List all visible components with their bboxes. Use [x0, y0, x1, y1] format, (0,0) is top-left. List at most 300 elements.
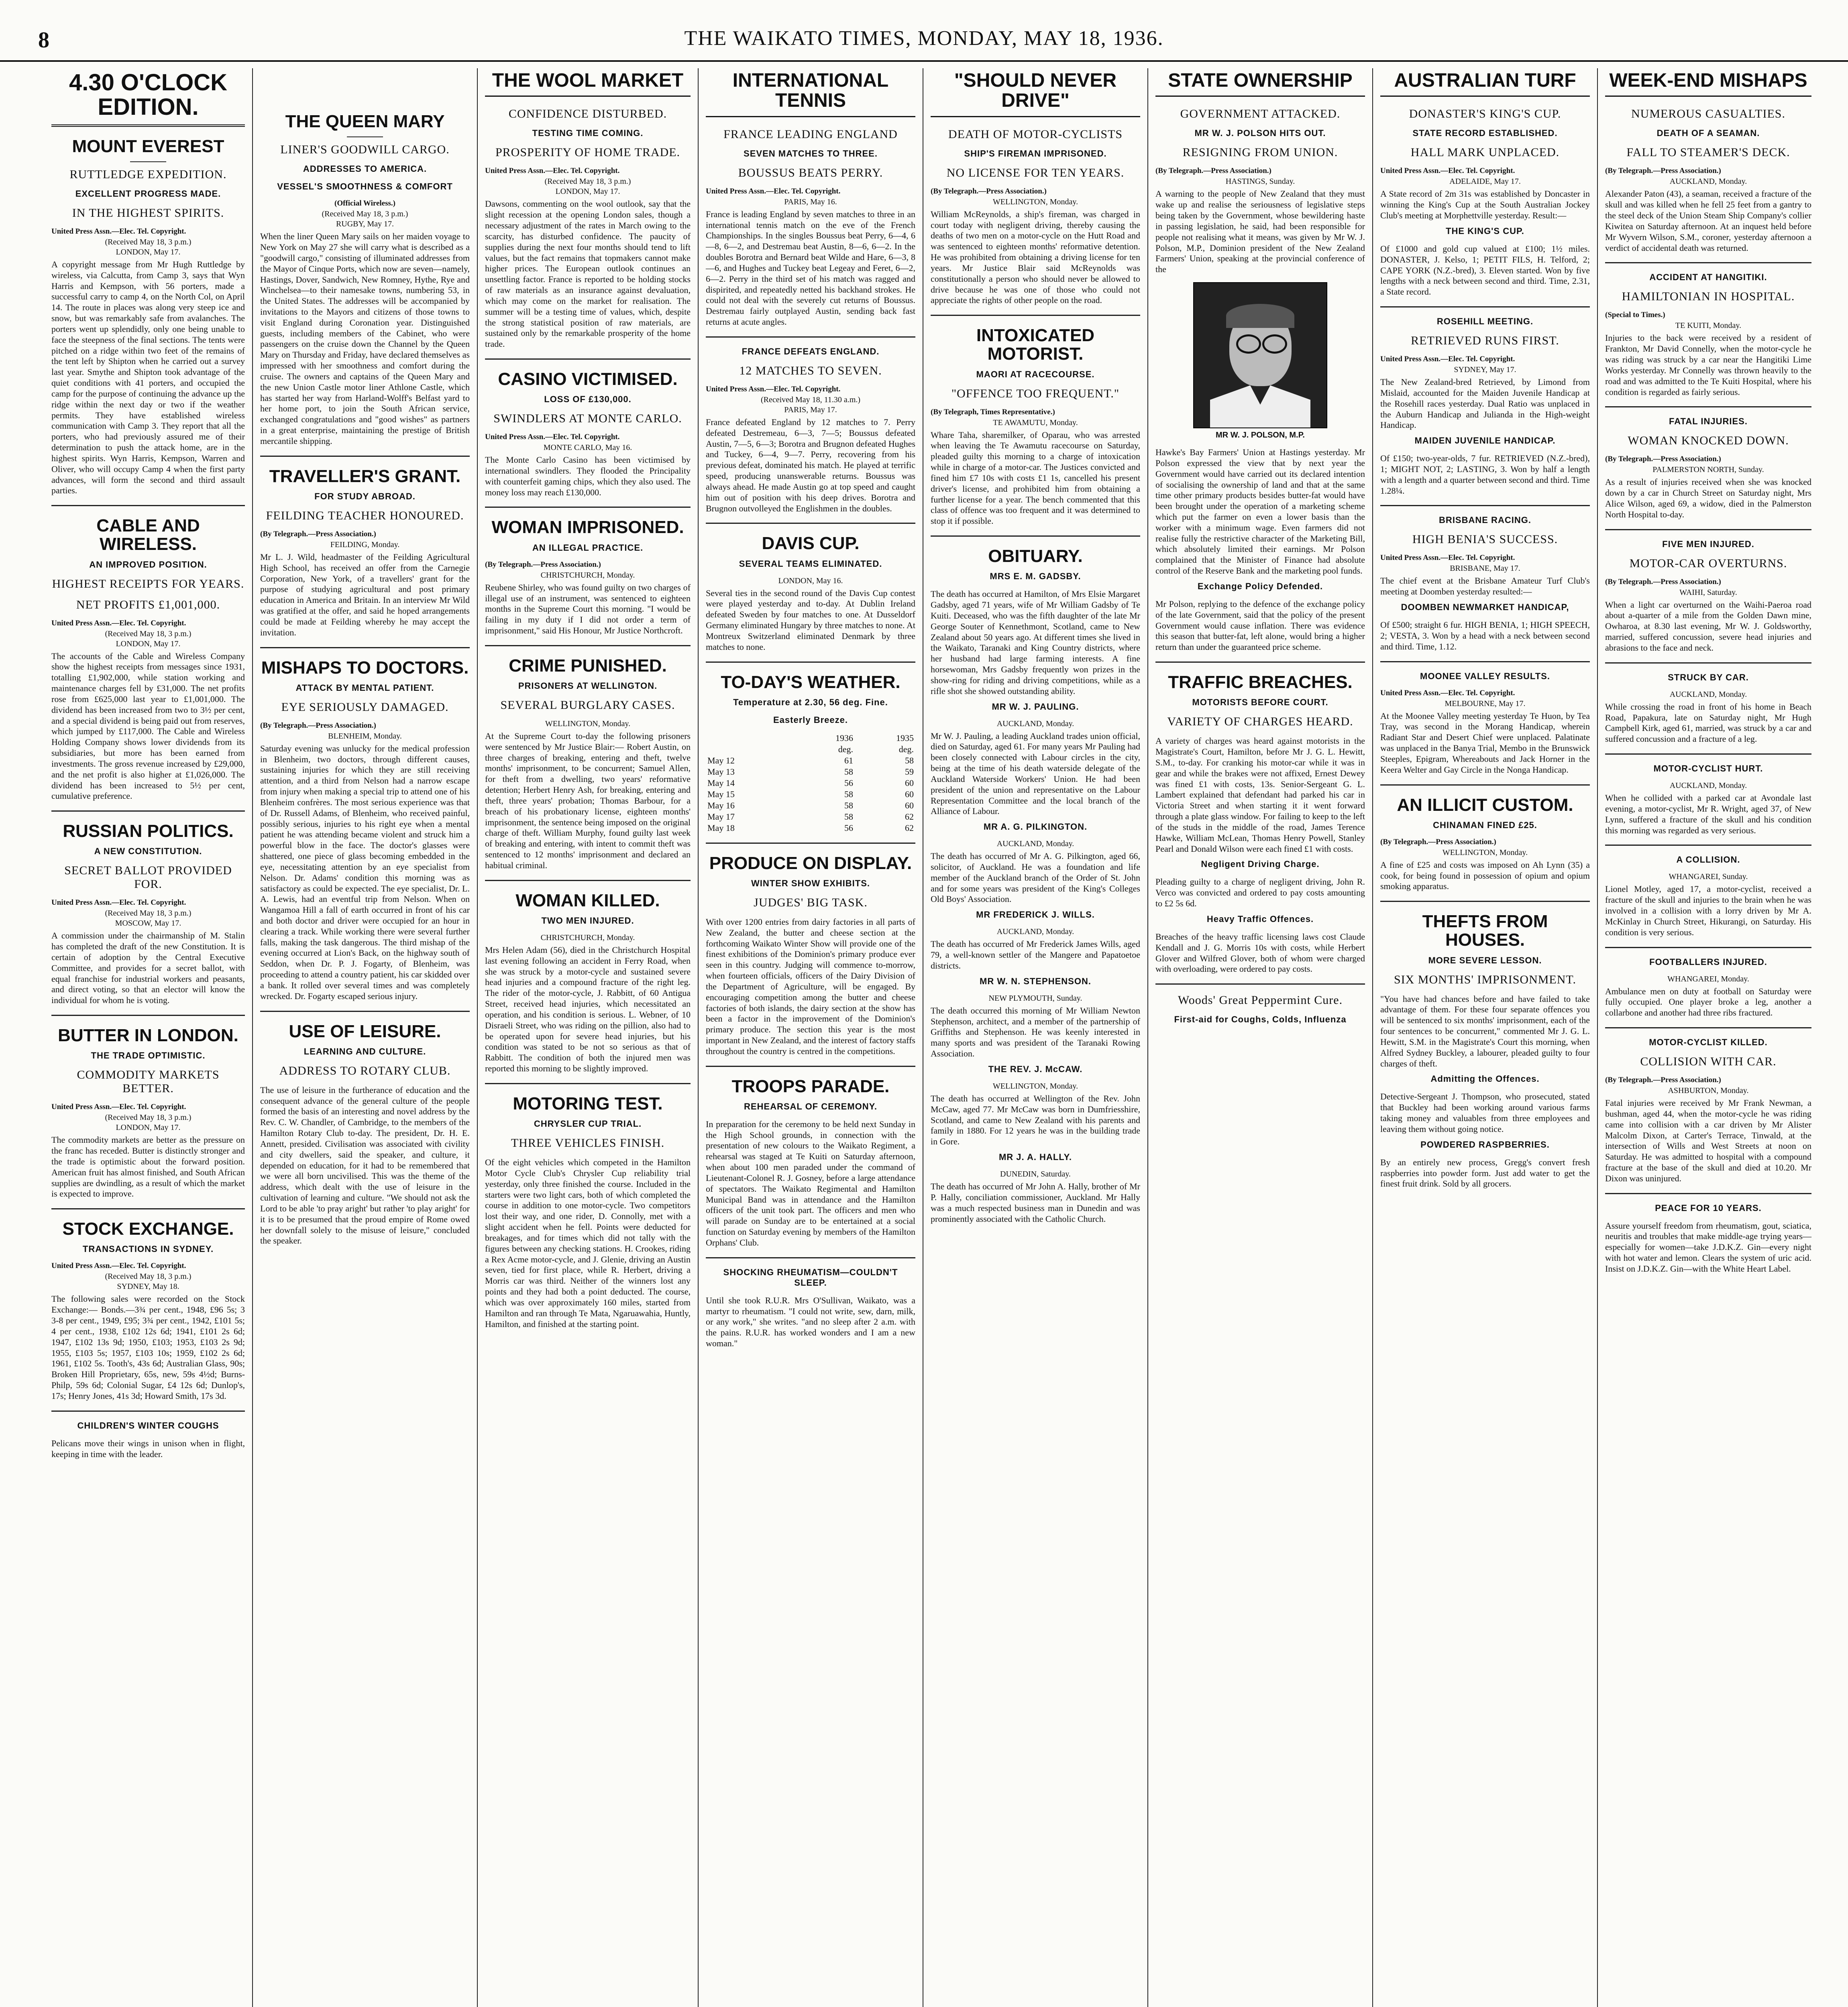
subheadline: NET PROFITS £1,001,000. — [76, 598, 220, 611]
portrait-collar — [1210, 385, 1310, 428]
subheadline: EYE SERIOUSLY DAMAGED. — [281, 700, 449, 714]
subheadline: TWO MEN INJURED. — [541, 915, 634, 926]
article-body: In preparation for the ceremony to be held next Sunday in the High School grounds, in connection with the presentation of new colours to the Waikato Regiment, a rehearsal was staged at Te Kuiti on Saturday afternoon, when about 100 men paraded under the command of Lieutenant-Colonel R. J. Gosney, before a large attendance of spectators. The Waikato Regimental and Hamilton Municipal Band was in attendance and the Hamilton officers of the unit took part. The officers and men who will parade on Sunday are to be entertained at a social function on Saturday evening by members of the Hamilton Orphans' Club. — [706, 1119, 915, 1248]
dateline: AUCKLAND, Monday. — [996, 839, 1074, 849]
subheadline: MR FREDERICK J. WILLS. — [976, 910, 1095, 920]
headline: INTOXICATED MOTORIST. — [976, 326, 1095, 364]
divider — [1380, 784, 1590, 786]
divider — [1155, 983, 1365, 985]
table-row — [706, 755, 915, 766]
subheadline: DEATH OF MOTOR-CYCLISTS — [948, 127, 1123, 141]
article-body: With over 1200 entries from dairy factories in all parts of New Zealand, the butter and cheese section at the forthcoming Waikato Winter Show will provide one of the finest exhibitions of the Dominion's primary produce ever seen in this country. Judging will commence to-morrow, when fourteen officials, officers of the Dairy Division of the Department of Agriculture, will be engaged. By encouraging competition among the butter and cheese factories of both islands, the dairy section at the show has been a factor in the improvement of the Dominion's primary produce. The section this year is the most important in New Zealand, and the interest of factory staffs throughout the country is centred in the competitions. — [706, 916, 915, 1056]
subheadline: Temperature at 2.30, 56 deg. Fine. — [733, 697, 888, 707]
article-body: Of the eight vehicles which competed in the Hamilton Motor Cycle Club's Chrysler Cup reliability trial yesterday, only three finished the course. Included in the starters were two light cars, both of which completed the course in addition to one motor-cycle. Two competitors lost their way, and one rider, D. Connolly, met with a slight accident when he fell. Points were deducted for breakages, and for times which did not tally with the figures between any checking stations. H. Crookes, riding a Rex Acme motor-cycle, and J. Glenie, driving an Austin seven, tied for first place, while R. Herbert, driving a Morris car was third. Neither of the winners lost any points and they had both a point deducted. The course, which was over approximately 160 miles, started from Hamilton and ran through Te Mata, Ngaruawahia, Huntly, Hamilton, and finished at the starting point. — [485, 1157, 691, 1329]
divider — [260, 1011, 470, 1012]
headline: WOMAN IMPRISONED. — [491, 517, 684, 537]
columns — [44, 68, 1819, 2007]
subheadline: MOTORISTS BEFORE COURT. — [1192, 697, 1328, 708]
subheadline: HAMILTONIAN IN HOSPITAL. — [1622, 290, 1795, 303]
wire-credit: (By Telegraph, Times Representative.) — [931, 407, 1055, 416]
article-body: Reubene Shirley, who was found guilty on two charges of illegal use of an instrument, was sentenced to eighteen months in the Supreme Court this morning. "I would be failing in my duty if I did not order a term of imprisonment," said His Honour, Mr Justice Northcroft. — [485, 582, 691, 635]
portrait-photo — [1193, 282, 1327, 428]
subheadline: GOVERNMENT ATTACKED. — [1180, 107, 1341, 121]
article-body: The following sales were recorded on the Stock Exchange:— Bonds.—3¾ per cent., 1948, £96 5s; 3 3-8 per cent., 1949, £95; 3¾ per cent., 1942, £101 5s; 4 per cent., 1938, £102 12s 6d; 1941, £101 2s 6d; 1947, £102 13s 9d; 1950, £103; 1953, £103 2s 9d; 1955, £103 5s; 1957, £103 10s; 1959, £102 2s 6d; 1961, £102 5s. Tooth's, 43s 6d; Australian Glass, 90s; Broken Hill Proprietary, 65s, new, 59s 4½d; Burns-Philp, 59s 6d; Colonial Sugar, £4 12s 6d; Dunlop's, 17s; Henry Jones, 41s 3d; Howard Smith, 17s 3d. — [51, 1294, 245, 1401]
wire-credit: United Press Assn.—Elec. Tel. Copyright. — [1380, 167, 1515, 175]
article-body: France is leading England by seven matches to three in an international tennis match on the eve of the French Championships. In the singles Boussus beat Perry, 6—4, 6—8, 6—2, and Destremau beat Austin, 8—6, 6—2. In the doubles Borotra and Bernard beat Wilde and Hare, 6—3, 8—6, and Hughes and Tuckey beat Legeay and Feret, 6—2, 6—2. Perry in the third set of his match was ragged and dispirited, and repeatedly netted his backhand strokes. He could not deal with the severely cut returns of Boussus. Destremau fairly outplayed Austin, sending back fast returns at acute angles. — [706, 209, 915, 327]
subheadline: SWINDLERS AT MONTE CARLO. — [493, 412, 682, 425]
article-body: Several ties in the second round of the Davis Cup contest were played yesterday and to-day. At Dublin Ireland defeated Sweden by four matches to one. At Dusseldorf Germany eliminated Hungary by three matches to none. At Montreux Switzerland eliminated Denmark by three matches to none. — [706, 588, 915, 652]
subheadline: SEVEN MATCHES TO THREE. — [744, 148, 878, 159]
article-body: At the Supreme Court to-day the following prisoners were sentenced by Mr Justice Blair:— Robert Austin, on three charges of breaking, entering and theft, twelve months' imprisonment, to be concurrent; Samuel Allen, for theft from a dwelling, two years' reformative detention; Herbert Henry Ash, for breaking, entering and theft, three years' probation; Thomas Barbour, for a breach of his probationary license, eighteen months' imprisonment, the sentence being imposed on the original charge of theft. William Murphy, found guilty last week of breaking and entering, with intent to commit theft was sentenced to 12 months' imprisonment and declared an habitual criminal. — [485, 731, 691, 870]
headline: STRUCK BY CAR. — [1668, 672, 1749, 682]
article-body: When he collided with a parked car at Avondale last evening, a motor-cyclist, Mr R. Wright, aged 37, of New Lynn, suffered a fracture of the skull and his condition this morning was regarded as very serious. — [1605, 793, 1811, 835]
subheadline: CONFIDENCE DISTURBED. — [508, 107, 667, 121]
headline: MOTOR-CYCLIST HURT. — [1653, 763, 1763, 774]
dateline: LONDON, May 17. — [555, 187, 620, 196]
subheadline: AN ILLEGAL PRACTICE. — [532, 542, 644, 553]
race-title: MAIDEN JUVENILE HANDICAP. — [1414, 436, 1556, 446]
subheadline: WINTER SHOW EXHIBITS. — [751, 878, 870, 888]
table-cell: 58 — [844, 789, 854, 799]
dateline: CHRISTCHURCH, Monday. — [540, 570, 635, 580]
headline: STATE OWNERSHIP — [1155, 68, 1365, 97]
article-body: The commodity markets are better as the pressure on the franc has receded. Butter is distinctly stronger and the trade is optimistic about the forward position. American fruit has almost finished, and South African supplies are dwindling, as a result of which the market is expected to improve. — [51, 1135, 245, 1199]
race-result: Of £500; straight 6 fur. HIGH BENIA, 1; HIGH SPEECH, 2; VESTA, 3. Won by a head with a neck between second and third. Time, 1.12. — [1380, 620, 1590, 651]
table-cell: 62 — [905, 811, 914, 822]
headline: ACCIDENT AT HANGITIKI. — [1649, 272, 1767, 283]
divider — [706, 662, 915, 663]
masthead — [0, 0, 1848, 62]
table-row — [706, 778, 915, 789]
column-8 — [1598, 68, 1819, 2007]
subheadline: MR A. G. PILKINGTON. — [983, 822, 1088, 832]
divider — [1605, 753, 1811, 755]
table-cell: 60 — [905, 789, 914, 799]
dateline: TE AWAMUTU, Monday. — [993, 418, 1078, 427]
column-2 — [253, 68, 478, 2007]
dateline: ASHBURTON, Monday. — [1668, 1086, 1749, 1095]
divider — [347, 136, 383, 137]
subheadline: Easterly Breeze. — [773, 714, 848, 725]
headline: THE QUEEN MARY — [285, 112, 445, 131]
divider — [51, 1208, 245, 1209]
dateline: SYDNEY, May 18. — [117, 1282, 179, 1291]
headline: INTERNATIONAL TENNIS — [706, 68, 915, 117]
table-cell: May 13 — [707, 766, 735, 777]
dateline: PARIS, May 16. — [784, 197, 837, 206]
subheadline: COMMODITY MARKETS BETTER. — [77, 1068, 220, 1095]
subheadline: FALL TO STEAMER'S DECK. — [1626, 146, 1790, 159]
article-body: The use of leisure in the furtherance of education and the consequent advance of the general culture of the people formed the basis of an interesting and novel address by the Rev. C. W. Chandler, of Cambridge, to the members of the Hamilton Rotary Club to-day. The president, Dr. H. E. Annett, presided. Civilisation was associated with civility and city dwellers, said the speaker, and culture, it depended on education, for it had to be remembered that we were all born uncivilised. This was the theme of the address, which dealt with the use of leisure in the cultivation of learning and culture. "We should not ask the Lord to be able 'to pray aright' but rather 'to play aright' for it is to be presumed that the proud empire of Rome owed her downfall solely to the misuse of leisure," concluded the speaker. — [260, 1085, 470, 1246]
divider — [706, 1257, 915, 1258]
table-cell: 60 — [905, 800, 914, 810]
dateline: WELLINGTON, Monday. — [992, 1081, 1078, 1091]
dateline: NEW PLYMOUTH, Sunday. — [988, 993, 1082, 1003]
subheadline: MR W. J. POLSON HITS OUT. — [1194, 128, 1326, 138]
table-header: 1936 — [835, 733, 854, 743]
headline: MISHAPS TO DOCTORS. — [261, 657, 469, 678]
divider — [485, 358, 691, 360]
photo-caption: MR W. J. POLSON, M.P. — [1216, 431, 1305, 440]
dateline: LONDON, May 17. — [116, 1123, 181, 1132]
dateline: MELBOURNE, May 17. — [1445, 699, 1526, 708]
wire-credit: United Press Assn.—Elec. Tel. Copyright. — [51, 1262, 186, 1270]
subheadline: RESIGNING FROM UNION. — [1182, 146, 1338, 159]
dateline: LONDON, May 16. — [778, 576, 843, 585]
headline: TRAFFIC BREACHES. — [1168, 672, 1353, 692]
wire-credit: (By Telegraph.—Press Association.) — [1605, 577, 1721, 586]
headline: "SHOULD NEVER DRIVE" — [931, 68, 1140, 117]
headline: AN ILLICIT CUSTOM. — [1397, 795, 1573, 815]
subheadline: IN THE HIGHEST SPIRITS. — [72, 206, 224, 220]
headline: AUSTRALIAN TURF — [1380, 68, 1590, 97]
article-body: The chief event at the Brisbane Amateur Turf Club's meeting at Doomben yesterday resulted:— — [1380, 576, 1590, 597]
table-cell: 60 — [905, 778, 914, 788]
dateline: LONDON, May 17. — [116, 247, 181, 256]
table-cell: 58 — [905, 755, 914, 765]
dateline: WELLINGTON, Monday. — [992, 197, 1078, 206]
dateline: ADELAIDE, May 17. — [1449, 177, 1521, 186]
wire-credit: United Press Assn.—Elec. Tel. Copyright. — [1380, 355, 1515, 364]
table-header-row — [706, 733, 915, 744]
article-body: As a result of injuries received when she was knocked down by a car in Church Street on Saturday night, Mrs Alice Wilson, aged 69, a widow, died in the Palmerston North Hospital to-day. — [1605, 477, 1811, 519]
headline: ROSEHILL MEETING. — [1436, 316, 1534, 327]
dateline: PARIS, May 17. — [784, 405, 837, 414]
dateline: AUCKLAND, Monday. — [996, 719, 1074, 728]
subheadline: FOR STUDY ABROAD. — [314, 491, 416, 501]
article-body: The death has occurred of Mr John A. Hally, brother of Mr P. Hally, conciliation commissioner, Auckland. Mr Hally was a much respected business man in Dunedin and was prominently associated with the Catholic Church. — [931, 1181, 1140, 1224]
article-body: Mrs Helen Adam (56), died in the Christchurch Hospital last evening following an accident in Ferry Road, when she was struck by a motor-cycle and sustained severe head injuries and a compound fracture of the right leg. The rider of the motor-cycle, J. Rabbitt, of 60 Antigua Street, received head injuries, which necessitated an operation, and his condition is serious. L. Webner, of 10 Disraeli Street, who was riding on the pillion, also had to be operated upon for severe head injuries, but his condition was stated to be not so serious as that of Rabbitt. The condition of both the injured men was reported this morning to be slightly improved. — [485, 944, 691, 1074]
received-line: (Received May 18, 3 p.m.) — [105, 1272, 192, 1281]
subheadline: NUMEROUS CASUALTIES. — [1631, 107, 1785, 121]
dateline: TE KUITI, Monday. — [1675, 321, 1742, 330]
advert-body: By an entirely new process, Gregg's convert fresh raspberries into powder form. Just add water to get the finest fruit drink. Sold by all grocers. — [1380, 1157, 1590, 1189]
wire-credit: (By Telegraph.—Press Association.) — [260, 721, 376, 730]
article-body: Mr Polson, replying to the defence of the exchange policy of the late Government, said that the policy of the present Government would cause inflation. There was evidence this season that butter-fat, left alone, would bring a higher return than under the guaranteed price scheme. — [1155, 598, 1365, 652]
dateline: WELLINGTON, Monday. — [1442, 848, 1528, 857]
subheadline: 12 MATCHES TO SEVEN. — [739, 364, 882, 377]
table-cell: 56 — [844, 822, 854, 833]
subheadline: LEARNING AND CULTURE. — [304, 1046, 426, 1056]
headline: FRANCE DEFEATS ENGLAND. — [742, 346, 880, 356]
subheadline: MR J. A. HALLY. — [998, 1152, 1072, 1162]
table-cell: 59 — [905, 766, 914, 777]
wire-credit: United Press Assn.—Elec. Tel. Copyright. — [1380, 554, 1515, 562]
dateline: MONTE CARLO, May 16. — [543, 443, 632, 452]
table-cell: 58 — [844, 766, 854, 777]
dateline: BRISBANE, May 17. — [1450, 564, 1520, 573]
article-body: A fine of £25 and costs was imposed on Ah Lynn (35) a cook, for being found in possession of opium and opium smoking apparatus. — [1380, 859, 1590, 892]
column-5 — [923, 68, 1148, 2007]
race-result: Of £150; two-year-olds, 7 fur. RETRIEVED (N.Z.-bred), 1; MIGHT NOT, 2; LASTING, 3. Won by half a length with a length and a quarter between second and third. Time 1.28¼. — [1380, 453, 1590, 496]
subheadline: CHINAMAN FINED £25. — [1433, 820, 1537, 830]
dateline: CHRISTCHURCH, Monday. — [540, 933, 635, 942]
wire-credit: (By Telegraph.—Press Association.) — [485, 560, 601, 569]
dateline: AUCKLAND, Monday. — [1669, 177, 1747, 186]
dateline: WELLINGTON, Monday. — [545, 719, 631, 728]
headline: THE WOOL MARKET — [485, 68, 691, 97]
wire-credit: United Press Assn.—Elec. Tel. Copyright. — [51, 619, 186, 627]
dateline: MOSCOW, May 17. — [115, 919, 181, 928]
wire-credit: United Press Assn.—Elec. Tel. Copyright. — [706, 385, 841, 393]
divider — [485, 645, 691, 646]
subheadline: PRISONERS AT WELLINGTON. — [518, 681, 658, 691]
race-title: DOOMBEN NEWMARKET HANDICAP, — [1401, 602, 1569, 613]
edition-banner: 4.30 O'CLOCK EDITION. — [51, 68, 245, 127]
divider — [485, 880, 691, 881]
dateline: WHANGAREI, Monday. — [1667, 974, 1749, 983]
received-line: (Received May 18, 11.30 a.m.) — [760, 395, 861, 404]
subheadline: RETRIEVED RUNS FIRST. — [1411, 334, 1559, 348]
divider — [1380, 901, 1590, 902]
divider — [260, 647, 470, 648]
advert-title: PEACE FOR 10 YEARS. — [1655, 1203, 1762, 1213]
advert-body: Assure yourself freedom from rheumatism, gout, sciatica, neuritis and troubles that make middle-age trying years—especially for women—take J.D.K.Z. Gin—every night with hot water and lemon. Clears the system of uric acid. Insist on J.D.K.Z. Gin—with the White Heart Label. — [1605, 1220, 1811, 1274]
subheadline: SEVERAL TEAMS ELIMINATED. — [739, 558, 882, 569]
table-cell: May 17 — [707, 811, 735, 822]
advert-title: SHOCKING RHEUMATISM—COULDN'T SLEEP. — [723, 1267, 898, 1288]
temperature-table — [706, 733, 915, 834]
wire-credit: (By Telegraph.—Press Association.) — [1605, 1076, 1721, 1085]
wire-credit: (By Telegraph.—Press Association.) — [1605, 455, 1721, 464]
table-cell: 61 — [844, 755, 854, 765]
divider — [130, 161, 166, 162]
advert-body: Pelicans move their wings in unison when in flight, keeping in time with the leader. — [51, 1438, 245, 1459]
article-body: When the liner Queen Mary sails on her maiden voyage to New York on May 27 she will carry what is described as a "goodwill cargo," consisting of illuminated addresses from the Mayor of Cinque Ports, which now are seven—namely, Hastings, Dover, Sandwich, New Romney, Hythe, Rye and Winchelsea—to their namesake towns, numbering 53, in the United States. The addresses will be accompanied by invitations to the Mayors and citizens of those towns to visit England during Coronation year. Distinguished guests, including members of the Cabinet, who were passengers on the cruise down the Channel by the Queen Mary on Thursday and Friday, have declared themselves as impressed with her smoothness and comfort during the cruise. The owners and captains of the Queen Mary and the new Union Castle motor liner Athlone Castle, which has started her way from Harland-Wolff's Belfast yard to her home port, to join the South African service, exchanged congratulations and "good wishes" as partners in a great enterprise, maintaining the prestige of British mercantile shipping. — [260, 231, 470, 446]
divider — [51, 505, 245, 506]
subheadline: AN IMPROVED POSITION. — [89, 559, 207, 570]
article-body: The death has occurred of Mr Frederick James Wills, aged 79, a well-known settler of the Mangere and Papatoetoe districts. — [931, 939, 1140, 971]
divider — [260, 456, 470, 457]
divider — [51, 1015, 245, 1016]
table-cell — [706, 744, 794, 755]
table-header-row — [706, 744, 915, 755]
subheadline: PROSPERITY OF HOME TRADE. — [495, 146, 681, 159]
wire-credit: United Press Assn.—Elec. Tel. Copyright. — [51, 227, 186, 236]
article-body: Breaches of the heavy traffic licensing laws cost Claude Kendall and J. G. Morris 10s with costs, while Herbert Glover and Wilfred Glover, both of whom were charged with overloading, were ordered to pay costs. — [1155, 931, 1365, 974]
divider — [485, 1083, 691, 1084]
article-body: Pleading guilty to a charge of negligent driving, John R. Verco was convicted and ordered to pay costs amounting to £2 5s 6d. — [1155, 877, 1365, 909]
subheadline: DEATH OF A SEAMAN. — [1656, 128, 1760, 138]
headline: THEFTS FROM HOUSES. — [1422, 912, 1548, 950]
wire-credit: (Official Wireless.) — [334, 199, 395, 208]
article-body: The death has occurred at Wellington of the Rev. John McCaw, aged 77. Mr McCaw was born in Dumfriesshire, Scotland, and came to New Zealand with his parents and family in 1880. For 12 years he was in the building trade in Gore. — [931, 1093, 1140, 1147]
headline: USE OF LEISURE. — [289, 1021, 441, 1041]
article-body: The death occurred this morning of Mr William Newton Stephenson, architect, and a member of the partnership of Griffiths and Stephenson. He was keenly interested in many sports and was president of the Taranaki Rowing Association. — [931, 1005, 1140, 1059]
headline: TROOPS PARADE. — [731, 1076, 890, 1096]
subheadline: STATE RECORD ESTABLISHED. — [1412, 128, 1558, 138]
article-body: France defeated England by 12 matches to 7. Perry defeated Destremeau, 6—3, 7—5; Boussus defeated Austin, 7—5, 6—3; Borotra and Brugnon defeated Hughes and Tuckey, 6—4, 9—7. Perry, recovering from his previous defeat, dominated his match. He played at terrific speed, producing unanswerable returns. Boussus was always ahead. He made Austin go at top speed and caught him out of position with his deep drives. Borotra and Brugnon outvolleyed the Englishmen in the doubles. — [706, 417, 915, 513]
received-line: (Received May 18, 3 p.m.) — [544, 177, 631, 186]
divider — [1605, 1027, 1811, 1028]
subheadline: SHIP'S FIREMAN IMPRISONED. — [964, 148, 1107, 159]
wire-credit: United Press Assn.—Elec. Tel. Copyright. — [485, 167, 620, 175]
article-body: Mr L. J. Wild, headmaster of the Feilding Agricultural High School, has received an offer from the Carnegie Corporation, New York, of a travellers' grant for the purpose of studying agricultural and post primary education in America and Britain. In an interview Mr Wild was gratified at the offer, and said he hoped arrangements could be made at Feilding whereby he may accept the invitation. — [260, 552, 470, 637]
table-cell — [706, 733, 794, 744]
subheadline: SEVERAL BURGLARY CASES. — [500, 698, 675, 712]
wire-credit: United Press Assn.—Elec. Tel. Copyright. — [485, 433, 620, 442]
subheadline: VARIETY OF CHARGES HEARD. — [1167, 715, 1353, 729]
subheadline: THE TRADE OPTIMISTIC. — [91, 1050, 206, 1061]
wire-credit: (Special to Times.) — [1605, 311, 1665, 320]
subheadline: REHEARSAL OF CEREMONY. — [744, 1101, 878, 1111]
table-header: deg. — [838, 744, 854, 754]
headline: MOUNT EVEREST — [72, 136, 224, 156]
spectacles-icon — [1262, 334, 1287, 354]
table-cell: May 12 — [707, 755, 735, 765]
article-body: Lionel Motley, aged 17, a motor-cyclist, received a fracture of the skull and injuries to the brain when he was involved in a collision with a lorry driven by Mr A. McKinlay in Church Street, Hikurangi, on Saturday. His condition is very serious. — [1605, 884, 1811, 937]
race-result: Of £1000 and gold cup valued at £100; 1½ miles. DONASTER, J. Kelso, 1; PETIT FILS, H. Telford, 2; CAPE YORK (N.Z.-bred), 3. Eleven started. Won by five lengths with a neck between second and third. Time, 2.31, a State record. — [1380, 243, 1590, 297]
advert-body: Until she took R.U.R. Mrs O'Sullivan, Waikato, was a martyr to rheumatism. "I could not write, sew, darn, milk, or any work," she writes. "and no sleep after 2 a.m. with the pains. R.U.R. has worked wonders and I am a new woman." — [706, 1295, 915, 1349]
dateline: DUNEDIN, Saturday. — [1000, 1170, 1071, 1179]
divider — [1605, 662, 1811, 664]
wire-credit: United Press Assn.—Elec. Tel. Copyright. — [1380, 688, 1515, 697]
subheadline: HALL MARK UNPLACED. — [1410, 146, 1560, 159]
headline: PRODUCE ON DISPLAY. — [709, 853, 912, 873]
article-body: Whare Taha, sharemilker, of Oparau, who was arrested when leaving the Te Awamutu racecourse on Saturday, pleaded guilty this morning to a charge of intoxication while in charge of a motor-car. The Justices convicted and fined him £7 10s with costs £1 1s, cancelled his present driver's license, and prohibited him from obtaining a further license for a year. The bench commented that this class of offence was too frequent and it was determined to stop it if possible. — [931, 429, 1140, 526]
dateline: HASTINGS, Sunday. — [1225, 177, 1295, 186]
article-body: Ambulance men on duty at football on Saturday were fully occupied. One player broke a leg, another a collarbone and another had three ribs fractured. — [1605, 986, 1811, 1018]
column-1 — [44, 68, 253, 2007]
subheadline: Heavy Traffic Offences. — [1206, 914, 1314, 924]
article-body: The New Zealand-bred Retrieved, by Limond from Mislaid, accounted for the Maiden Juvenile Handicap at the Rosehill races yesterday. Dual Ratio was unplaced in the Auburn Handicap and Julianda in the High-weight Handicap. — [1380, 377, 1590, 430]
newspaper-title: THE WAIKATO TIMES, MONDAY, MAY 18, 1936. — [684, 27, 1164, 50]
table-cell: 58 — [844, 800, 854, 810]
dateline: AUCKLAND, Monday. — [1669, 781, 1747, 790]
subheadline: MR W. N. STEPHENSON. — [980, 976, 1091, 986]
wire-credit: (By Telegraph.—Press Association.) — [931, 187, 1047, 195]
table-row — [706, 811, 915, 822]
table-cell: May 16 — [707, 800, 735, 810]
subheadline: Exchange Policy Defended. — [1197, 581, 1323, 591]
table-row — [706, 766, 915, 778]
race-title: THE KING'S CUP. — [1446, 226, 1524, 236]
wire-credit: United Press Assn.—Elec. Tel. Copyright. — [51, 1103, 186, 1111]
headline: CRIME PUNISHED. — [509, 655, 667, 676]
dateline: AUCKLAND, Monday. — [1669, 690, 1747, 699]
headline: CASINO VICTIMISED. — [498, 369, 678, 389]
article-body: The death has occurred of Mr A. G. Pilkington, aged 66, solicitor, of Auckland. He was a foundation and life member of the Auckland branch of the Order of St. John and for some years was president of the King's Colleges Old Boys' Association. — [931, 851, 1140, 904]
article-body: "You have had chances before and have failed to take advantage of them. For these four separate offences you will be sentenced to six months' imprisonment, each of the four sentences to be concurrent," commented Mr J. G. L. Hewitt, S.M. in the Magistrate's Court this morning, when Alfred Sydney Buckley, a labourer, pleaded guilty to four charges of theft. — [1380, 993, 1590, 1069]
headline: BUTTER IN LONDON. — [58, 1026, 238, 1046]
wire-credit: (By Telegraph.—Press Association.) — [260, 529, 376, 538]
headline: TRAVELLER'S GRANT. — [269, 466, 461, 486]
article-body: A commission under the chairmanship of M. Stalin has completed the draft of the new Constitution. It is certain of adoption by the Central Executive Committee, and provides for a secret ballot, with equal franchise for industrial workers and peasants, and direct voting, so that an elector will know the individual for whom he is voting. — [51, 930, 245, 1006]
article-body: A copyright message from Mr Hugh Ruttledge by wireless, via Calcutta, from Camp 3, says that Wyn Harris and Kempson, with 56 porters, made a successful carry to camp 4, on the North Col, on April 14. The route in places was along very steep ice and snow, but was remarkably safe from avalanches. The porters went up splendidly, only one being unable to face the steepness of the final sections. The tents were pitched on a ridge within two feet of the remains of the tent left by Shipton when he carried out a survey last year. Smythe and Shipton took advantage of the quiet conditions with 41 porters, and occupied the camp for the purpose of continuing the advance up the ridge within the next day or two if the weather permits. They have established wireless communication with Camp 3. They report that all the porters, who had previously assured me of their determination to push the attack home, are in the highest spirits. Wyn Harris, Kempson, Warren and Oliver, who will occupy Camp 4 when the first party advances, will form the second and third assault parties. — [51, 259, 245, 496]
divider — [931, 535, 1140, 537]
column-4 — [699, 68, 923, 2007]
headline: STOCK EXCHANGE. — [62, 1219, 234, 1239]
divider — [1605, 529, 1811, 530]
received-line: (Received May 18, 3 p.m.) — [105, 629, 192, 638]
dateline: FEILDING, Monday. — [330, 540, 400, 549]
article-body: A variety of charges was heard against motorists in the Magistrate's Court, Hamilton, before Mr J. G. L. Hewitt, S.M., to-day. For cranking his motor-car while it was in gear and while the brakes were not affixed, Ernest Dewey was fined £1 with costs, 13s. Senior-Sergeant G. L. Lambert explained that defendant had parked his car in Victoria Street and when starting it it went forward through a plate glass window. For failing to keep to the left of the studs in the middle of the road, James Terence Hawke, William McLean, Thomas Henry Powell, Stanley Pearl and Donald Wilson were each fined £1 with costs. — [1155, 736, 1365, 854]
subheadline: DONASTER'S KING'S CUP. — [1409, 107, 1561, 121]
column-6 — [1148, 68, 1373, 2007]
headline: CABLE AND WIRELESS. — [96, 516, 200, 554]
divider — [706, 843, 915, 844]
article-body: Saturday evening was unlucky for the medical profession in Blenheim, two doctors, through different causes, sustaining injuries for which they are still receiving attention, and a third from Nelson had a narrow escape from injury when making a special trip to attend one of his Blenheim confrères. The most serious experience was that of Dr. Russell Adams, of Blenheim, who received painful, possibly serious, injuries to his right eye when a mental patient he was attending became violent and struck him a powerful blow in the face. The doctor's glasses were shattered, one piece of glass becoming embedded in the eye, necessitating attention by an eye specialist from Nelson. Dr. Adams' condition this morning was as satisfactory as could be expected. The eye specialist, Dr. L. A. Lewis, had an eventful trip from Nelson. When on Wangamoa Hill a fall of earth occurred in front of his car and both doctor and driver were occupied for an hour in clearing a track. While working there were several further falls, making the task dangerous. The third mishap of the evening occurred at Lion's Back, on the highway south of Seddon, when Dr. P. J. Fogarty, of Blenheim, was proceeding to attend a country patient, his car skidded over a bank. It rolled over several times and was completely wrecked. Dr. Fogarty escaped serious injury. — [260, 743, 470, 1001]
article-body: A State record of 2m 31s was established by Doncaster in winning the King's Cup at the South Australian Jockey Club's meeting at Morphettville yesterday. Result:— — [1380, 189, 1590, 221]
divider — [1380, 661, 1590, 662]
divider — [1605, 947, 1811, 948]
subheadline: A NEW CONSTITUTION. — [94, 846, 202, 857]
subheadline: COLLISION WITH CAR. — [1640, 1055, 1777, 1069]
received-line: (Received May 18, 3 p.m.) — [105, 237, 192, 246]
article-body: Hawke's Bay Farmers' Union at Hastings yesterday. Mr Polson expressed the view that by next year the Government would have carried out its declared intention of socialising the ownership of land and that at the same time other primary products besides butter-fat would have been brought under the operation of a marketing scheme which put the farmer on even a lower basis than the worker with a minimum wage. Even farmers did not realise fully the restrictive character of the Marketing Bill, which absolutely limited their earnings. Mr Polson complained that the Minister of Finance had absolute control of the Reserve Bank and the marketing pool funds. — [1155, 447, 1365, 576]
subheadline: LINER'S GOODWILL CARGO. — [280, 143, 450, 157]
article-body: Detective-Sergeant J. Thompson, who prosecuted, stated that Buckley had been working around various farms taking money and valuables from three employees and leaving them without going notice. — [1380, 1091, 1590, 1134]
headline: MOONEE VALLEY RESULTS. — [1420, 671, 1550, 681]
divider — [1605, 845, 1811, 846]
divider — [1155, 662, 1365, 663]
portrait-hair — [1226, 304, 1294, 328]
divider — [485, 507, 691, 508]
divider — [1605, 262, 1811, 263]
article-body: Injuries to the back were received by a resident of Frankton, Mr David Connelly, when the motor-cycle he was riding was struck by a car near the Hangitiki Lime Works yesterday. Mr Connelly was thrown heavily to the road and was admitted to the Te Kuiti Hospital, where his condition is regarded as fairly serious. — [1605, 333, 1811, 397]
page-number: 8 — [38, 28, 49, 53]
headline: DAVIS CUP. — [762, 533, 860, 554]
column-3 — [478, 68, 699, 2007]
headline: MOTORING TEST. — [513, 1093, 663, 1113]
subheadline: SIX MONTHS' IMPRISONMENT. — [1394, 973, 1577, 986]
divider — [1605, 1193, 1811, 1194]
headline: WOMAN KILLED. — [515, 890, 660, 910]
dateline: PALMERSTON NORTH, Sunday. — [1652, 465, 1764, 474]
subheadline: FRANCE LEADING ENGLAND — [723, 127, 898, 141]
headline: TO-DAY'S WEATHER. — [721, 672, 901, 692]
subheadline: SECRET BALLOT PROVIDED FOR. — [64, 864, 232, 891]
dateline: SYDNEY, May 17. — [1454, 365, 1516, 375]
subheadline: RUTTLEDGE EXPEDITION. — [69, 167, 227, 181]
spectacles-icon — [1236, 334, 1261, 354]
received-line: (Received May 18, 3 p.m.) — [322, 210, 408, 219]
headline: FATAL INJURIES. — [1669, 416, 1748, 427]
subheadline: JUDGES' BIG TASK. — [754, 896, 868, 909]
subheadline: BOUSSUS BEATS PERRY. — [738, 166, 883, 179]
table-cell: 58 — [844, 811, 854, 822]
subheadline: LOSS OF £130,000. — [544, 394, 632, 405]
article-body: Fatal injuries were received by Mr Frank Newman, a bushman, aged 44, when the motor-cycle he was riding came into collision with a car driven by Mr Alister Malcolm Dixon, at Carter's Terrace, Tinwald, at the intersection of Wills and West Streets at noon on Saturday. He was admitted to hospital with a compound fracture at the base of the skull and died at 10.20. Mr Dixon was uninjured. — [1605, 1098, 1811, 1183]
subheadline: MOTOR-CAR OVERTURNS. — [1629, 556, 1787, 570]
table-cell: May 15 — [707, 789, 735, 799]
table-cell: May 14 — [707, 778, 735, 788]
table-header: deg. — [899, 744, 914, 754]
subheadline: CHRYSLER CUP TRIAL. — [534, 1119, 642, 1129]
divider — [51, 810, 245, 812]
dateline: LONDON, May 17. — [116, 639, 181, 648]
article-body: The accounts of the Cable and Wireless Company show the highest receipts from messages since 1931, totalling £1,902,000, while station working and maintenance charges fell by £31,000. The net profits rose from £625,000 last year to £1,001,000. The dividend has been increased from two to 3½ per cent, and a special dividend is being paid out from reserves, which jumped by £117,000. The Cable and Wireless Holding Company shows lower dividends from its subsidiaries, but more has been earned from investments. The gross revenue increased by £29,000, and the net profit is also higher at £1,026,000. The dividend has been increased to 5½ per cent, cumulative preference. — [51, 651, 245, 801]
divider — [51, 1411, 245, 1412]
received-line: (Received May 18, 3 p.m.) — [105, 909, 192, 918]
subheadline: "OFFENCE TOO FREQUENT." — [951, 387, 1120, 400]
article-body: Mr W. J. Pauling, a leading Auckland trades union official, died on Saturday, aged 61. For many years Mr Pauling had been closely connected with Labour circles in the city, being at the time of his death waterside delegate of the Auckland Waterside Workers' Union. He had been president of the union and representative on the Labour Representation Committee and the local branch of the Alliance of Labour. — [931, 731, 1140, 816]
headline: MOTOR-CYCLIST KILLED. — [1649, 1037, 1768, 1048]
divider — [706, 336, 915, 338]
table-header: 1935 — [896, 733, 914, 743]
subheadline: HIGH BENIA'S SUCCESS. — [1412, 533, 1558, 546]
subheadline: TRANSACTIONS IN SYDNEY. — [82, 1244, 214, 1254]
subheadline: EXCELLENT PROGRESS MADE. — [75, 188, 221, 199]
article-body: A warning to the people of New Zealand that they must wake up and realise the seriousness of legislative steps being taken by the Government, whose bewildering haste in passing legislation, he said, had been responsible for people not realising what it means, was given by Mr W. J. Polson, M.P., Dominion president of the New Zealand Farmers' Union, speaking at the provincial conference of the — [1155, 189, 1365, 275]
table-cell: 62 — [905, 822, 914, 833]
subheadline: TESTING TIME COMING. — [532, 128, 644, 138]
divider — [1380, 505, 1590, 506]
dateline: BLENHEIM, Monday. — [328, 731, 402, 741]
subheadline: FEILDING TEACHER HONOURED. — [266, 509, 464, 522]
subheadline: WOMAN KNOCKED DOWN. — [1628, 434, 1789, 448]
divider — [1605, 406, 1811, 407]
